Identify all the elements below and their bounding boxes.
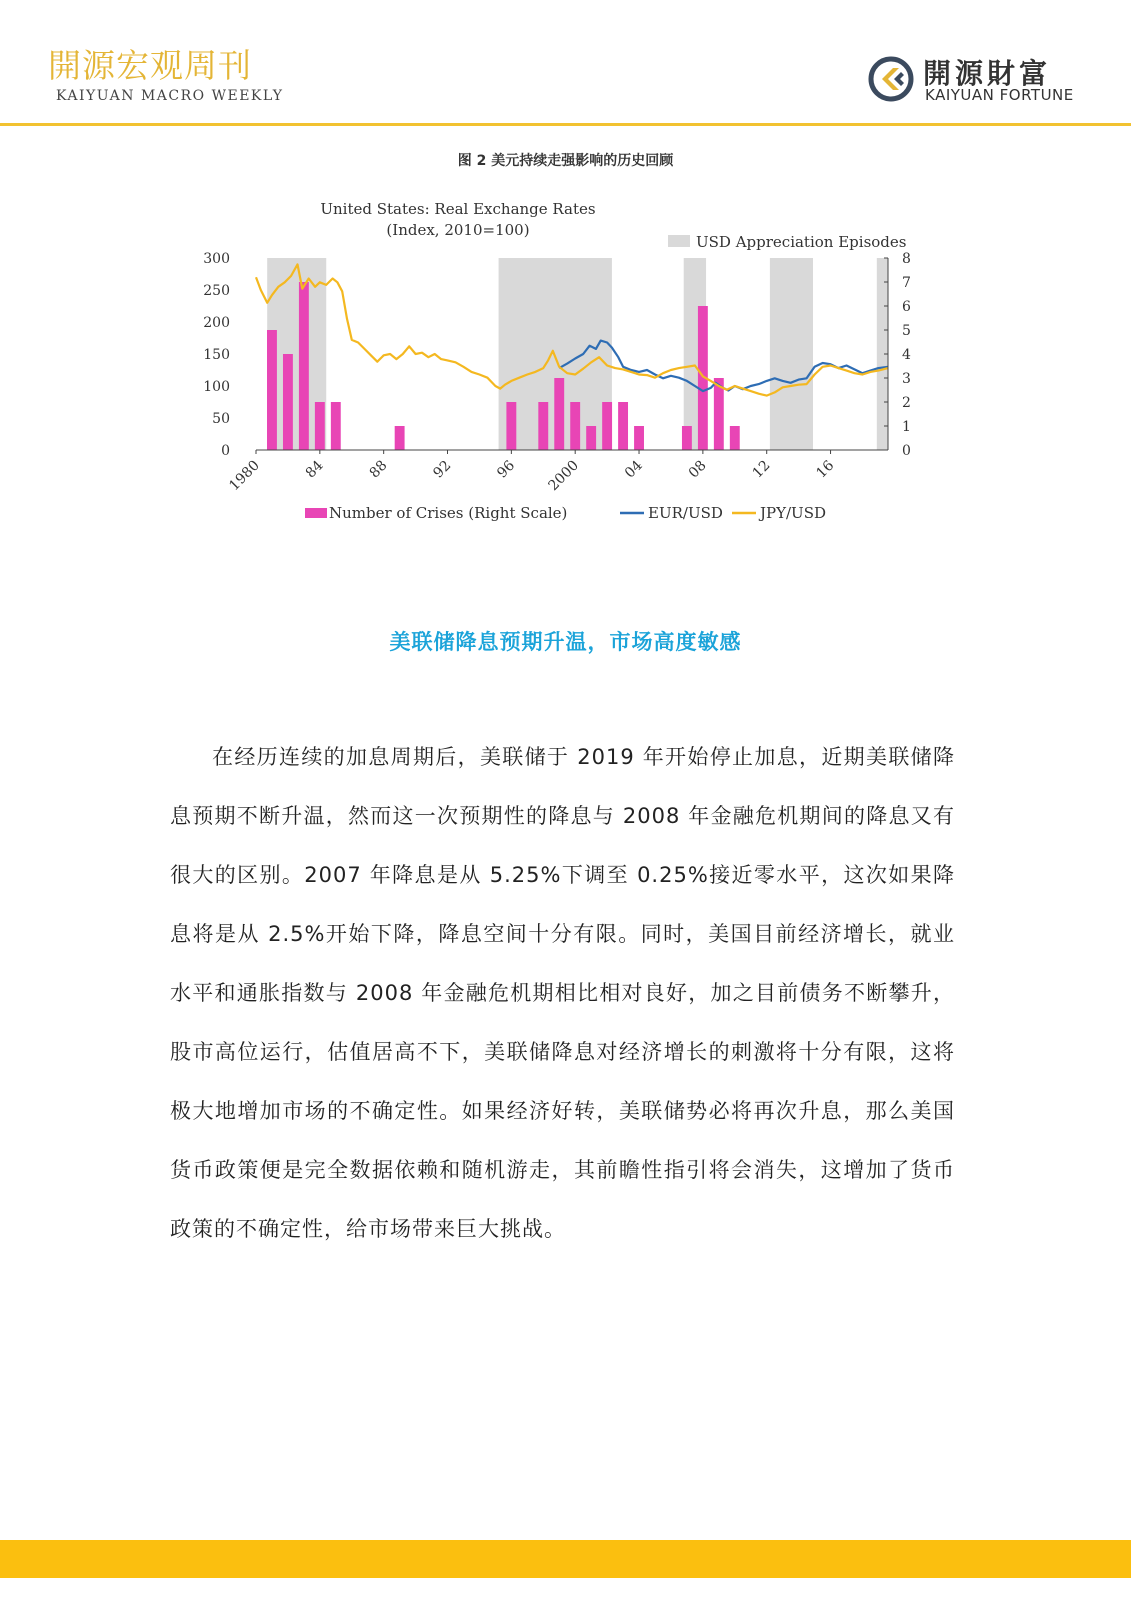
y-right-tick-label: 6 — [902, 299, 911, 315]
legend-label: EUR/USD — [648, 504, 723, 522]
logo-text-cn: 開源財富 — [923, 57, 1052, 90]
company-logo — [868, 50, 1108, 106]
x-tick-label: 16 — [813, 457, 838, 482]
crisis-bar — [682, 426, 692, 450]
legend-label: JPY/USD — [760, 504, 827, 522]
x-tick-label: 2000 — [545, 457, 583, 495]
logo-text-en: KAIYUAN FORTUNE — [925, 86, 1074, 104]
chart-subtitle: (Index, 2010=100) — [386, 221, 530, 239]
x-tick-label: 08 — [685, 457, 710, 482]
body-text — [170, 728, 955, 1259]
y-left-tick-label: 250 — [203, 283, 230, 299]
x-tick-label: 12 — [749, 457, 774, 482]
y-left-tick-label: 100 — [203, 379, 230, 395]
x-tick-label: 84 — [302, 457, 327, 482]
body-paragraph: 在经历连续的加息周期后，美联储于 2019 年开始停止加息，近期美联储降息预期不断升温，然而这一次预期性的降息与 2008 年金融危机期间的降息又有很大的区别。2007 年降息是从 5.25%下调至 0.25%接近零水平，这次如果降息将是从 2.5%开始下降，降息空间十分有限。同时，美国目前经济增长，就业水平和通胀指数与 2008 年金融危机期相比相对良好，加之目前债务不断攀升，股市高位运行，估值居高不下，美联储降息对经济增长的刺激将十分有限，这将极大地增加市场的不确定性。如果经济好转，美联储势必将再次升息，那么美国货币政策便是完全数据依赖和随机游走，其前瞻性指引将会消失，这增加了货币政策的不确定性，给市场带来巨大挑战。 — [170, 745, 955, 1241]
crisis-bar — [538, 402, 548, 450]
figure-caption: 图 2 美元持续走强影响的历史回顾 — [457, 153, 674, 169]
x-tick-label: 1980 — [226, 457, 263, 495]
crisis-bar — [602, 402, 612, 450]
crisis-bar — [283, 354, 293, 450]
crisis-bar — [267, 330, 277, 450]
y-left-tick-label: 300 — [203, 251, 230, 267]
appreciation-episode — [770, 258, 813, 450]
legend-label: Number of Crises (Right Scale) — [329, 504, 568, 522]
y-left-tick-label: 200 — [203, 315, 230, 331]
y-right-tick-label: 5 — [902, 323, 911, 339]
crisis-bar — [315, 402, 325, 450]
footer-bar — [0, 1540, 1131, 1578]
crisis-bar — [618, 402, 628, 450]
brand-title-cn: 開源宏观周刊 — [48, 46, 252, 85]
y-right-tick-label: 1 — [902, 419, 911, 435]
y-left-tick-label: 150 — [203, 347, 230, 363]
section-title: 美联储降息预期升温，市场高度敏感 — [389, 630, 742, 654]
y-right-tick-label: 7 — [902, 275, 911, 291]
header-divider — [0, 123, 1131, 126]
y-right-tick-label: 8 — [902, 251, 911, 267]
legend-swatch — [305, 508, 327, 518]
x-tick-label: 04 — [621, 457, 646, 482]
y-right-tick-label: 4 — [902, 347, 911, 363]
y-left-tick-label: 50 — [212, 411, 230, 427]
x-tick-label: 96 — [494, 457, 519, 482]
brand-title-en: KAIYUAN MACRO WEEKLY — [56, 88, 284, 104]
crisis-bar — [570, 402, 580, 450]
y-right-tick-label: 3 — [902, 371, 911, 387]
chart-title: United States: Real Exchange Rates — [320, 200, 596, 218]
x-tick-label: 92 — [430, 457, 455, 482]
legend-shade-label: USD Appreciation Episodes — [696, 233, 907, 251]
exchange-rate-chart — [200, 190, 960, 540]
crisis-bar — [395, 426, 405, 450]
crisis-bar — [299, 282, 309, 450]
legend-shade-swatch — [668, 235, 690, 247]
crisis-bar — [730, 426, 740, 450]
y-right-tick-label: 2 — [902, 395, 911, 411]
crisis-bar — [331, 402, 341, 450]
crisis-bar — [634, 426, 644, 450]
chart-canvas — [200, 190, 960, 540]
y-right-tick-label: 0 — [902, 443, 911, 459]
crisis-bar — [506, 402, 516, 450]
kaiyuan-logo-icon — [868, 56, 914, 102]
crisis-bar — [586, 426, 596, 450]
crisis-bar — [554, 378, 564, 450]
page-header — [0, 0, 1131, 128]
x-tick-label: 88 — [366, 457, 391, 482]
y-left-tick-label: 0 — [221, 443, 230, 459]
